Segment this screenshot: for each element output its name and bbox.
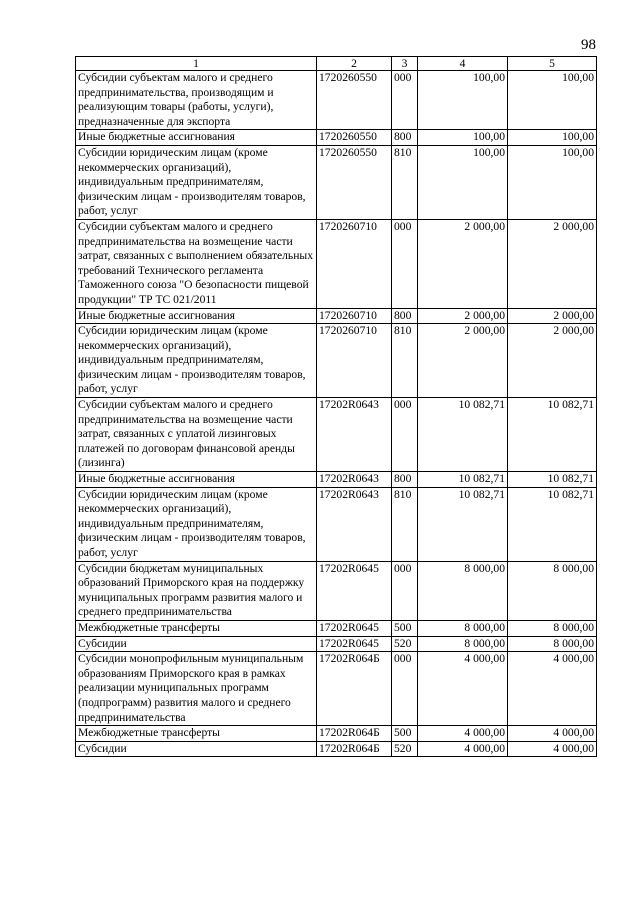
row-value-2: 100,00	[508, 130, 597, 146]
table-row	[76, 726, 597, 742]
row-value-2: 100,00	[508, 145, 597, 219]
table-row	[76, 741, 597, 757]
table-row	[76, 652, 597, 726]
row-value-1: 4 000,00	[418, 741, 508, 757]
row-value-1: 10 082,71	[418, 472, 508, 488]
header-col-4: 4	[418, 57, 508, 71]
row-code: 1720260710	[317, 308, 392, 324]
row-kvr: 800	[392, 308, 418, 324]
row-code: 17202R0643	[317, 398, 392, 472]
table-row	[76, 487, 597, 561]
row-value-1: 100,00	[418, 145, 508, 219]
row-kvr: 810	[392, 145, 418, 219]
table-row	[76, 561, 597, 620]
row-name: Иные бюджетные ассигнования	[76, 472, 317, 488]
row-kvr: 500	[392, 620, 418, 636]
table-row	[76, 636, 597, 652]
row-code: 17202R064Б	[317, 652, 392, 726]
row-name: Субсидии субъектам малого и среднего предпринимательства на возмещение части затрат, связанных с выполнением обязательных требований Технического регламента Таможенного союза "О безопасности пищевой продукции" ТР ТС 021/2011	[76, 219, 317, 308]
page-number: 98	[581, 37, 596, 53]
header-col-3: 3	[392, 57, 418, 71]
row-code: 17202R0645	[317, 636, 392, 652]
row-value-1: 10 082,71	[418, 398, 508, 472]
table-row	[76, 130, 597, 146]
header-col-1: 1	[76, 57, 317, 71]
row-code: 17202R0643	[317, 487, 392, 561]
table-row	[76, 472, 597, 488]
budget-table	[75, 56, 597, 757]
row-name: Иные бюджетные ассигнования	[76, 130, 317, 146]
row-kvr: 000	[392, 652, 418, 726]
row-value-1: 2 000,00	[418, 324, 508, 398]
row-value-2: 2 000,00	[508, 324, 597, 398]
header-col-2: 2	[317, 57, 392, 71]
row-kvr: 000	[392, 398, 418, 472]
row-code: 1720260710	[317, 324, 392, 398]
row-value-2: 8 000,00	[508, 561, 597, 620]
row-kvr: 800	[392, 130, 418, 146]
row-kvr: 810	[392, 487, 418, 561]
header-row	[76, 57, 597, 71]
row-value-1: 8 000,00	[418, 561, 508, 620]
row-value-2: 100,00	[508, 71, 597, 130]
row-value-1: 100,00	[418, 71, 508, 130]
row-value-1: 8 000,00	[418, 620, 508, 636]
row-name: Субсидии субъектам малого и среднего предпринимательства на возмещение части затрат, связанных с уплатой лизинговых платежей по договорам финансовой аренды (лизинга)	[76, 398, 317, 472]
table-row	[76, 71, 597, 130]
table-row	[76, 145, 597, 219]
row-value-2: 8 000,00	[508, 636, 597, 652]
table-row	[76, 620, 597, 636]
row-name: Субсидии монопрофильным муниципальным образованиям Приморского края в рамках реализации муниципальных программ (подпрограмм) развития малого и среднего предпринимательства	[76, 652, 317, 726]
row-value-1: 4 000,00	[418, 726, 508, 742]
row-name: Субсидии юридическим лицам (кроме некоммерческих организаций), индивидуальным предпринимателям, физическим лицам - производителям товаров, работ, услуг	[76, 145, 317, 219]
row-name: Субсидии бюджетам муниципальных образований Приморского края на поддержку муниципальных программ развития малого и среднего предпринимательства	[76, 561, 317, 620]
row-kvr: 000	[392, 561, 418, 620]
row-code: 17202R064Б	[317, 741, 392, 757]
row-kvr: 800	[392, 472, 418, 488]
row-value-2: 8 000,00	[508, 620, 597, 636]
row-code: 17202R0645	[317, 620, 392, 636]
row-code: 1720260550	[317, 71, 392, 130]
row-kvr: 520	[392, 636, 418, 652]
row-kvr: 000	[392, 219, 418, 308]
row-name: Иные бюджетные ассигнования	[76, 308, 317, 324]
table-row	[76, 324, 597, 398]
row-name: Межбюджетные трансферты	[76, 726, 317, 742]
row-kvr: 500	[392, 726, 418, 742]
row-name: Субсидии юридическим лицам (кроме некоммерческих организаций), индивидуальным предпринимателям, физическим лицам - производителям товаров, работ, услуг	[76, 324, 317, 398]
table-row	[76, 219, 597, 308]
row-code: 1720260550	[317, 145, 392, 219]
row-value-2: 2 000,00	[508, 219, 597, 308]
row-kvr: 810	[392, 324, 418, 398]
row-code: 17202R0643	[317, 472, 392, 488]
row-code: 17202R0645	[317, 561, 392, 620]
row-value-1: 8 000,00	[418, 636, 508, 652]
row-name: Межбюджетные трансферты	[76, 620, 317, 636]
row-code: 1720260710	[317, 219, 392, 308]
row-value-2: 10 082,71	[508, 472, 597, 488]
row-value-2: 4 000,00	[508, 741, 597, 757]
row-value-2: 4 000,00	[508, 652, 597, 726]
row-code: 1720260550	[317, 130, 392, 146]
row-code: 17202R064Б	[317, 726, 392, 742]
row-value-2: 2 000,00	[508, 308, 597, 324]
row-name: Субсидии	[76, 636, 317, 652]
row-name: Субсидии юридическим лицам (кроме некоммерческих организаций), индивидуальным предпринимателям, физическим лицам - производителям товаров, работ, услуг	[76, 487, 317, 561]
row-value-1: 2 000,00	[418, 308, 508, 324]
row-value-2: 10 082,71	[508, 398, 597, 472]
row-kvr: 520	[392, 741, 418, 757]
row-value-1: 100,00	[418, 130, 508, 146]
row-name: Субсидии	[76, 741, 317, 757]
row-value-2: 10 082,71	[508, 487, 597, 561]
table-row	[76, 308, 597, 324]
row-kvr: 000	[392, 71, 418, 130]
row-value-1: 2 000,00	[418, 219, 508, 308]
row-value-1: 10 082,71	[418, 487, 508, 561]
table-row	[76, 398, 597, 472]
row-value-2: 4 000,00	[508, 726, 597, 742]
row-name: Субсидии субъектам малого и среднего предпринимательства, производящим и реализующим товары (работы, услуги), предназначенные для экспорта	[76, 71, 317, 130]
header-col-5: 5	[508, 57, 597, 71]
row-value-1: 4 000,00	[418, 652, 508, 726]
